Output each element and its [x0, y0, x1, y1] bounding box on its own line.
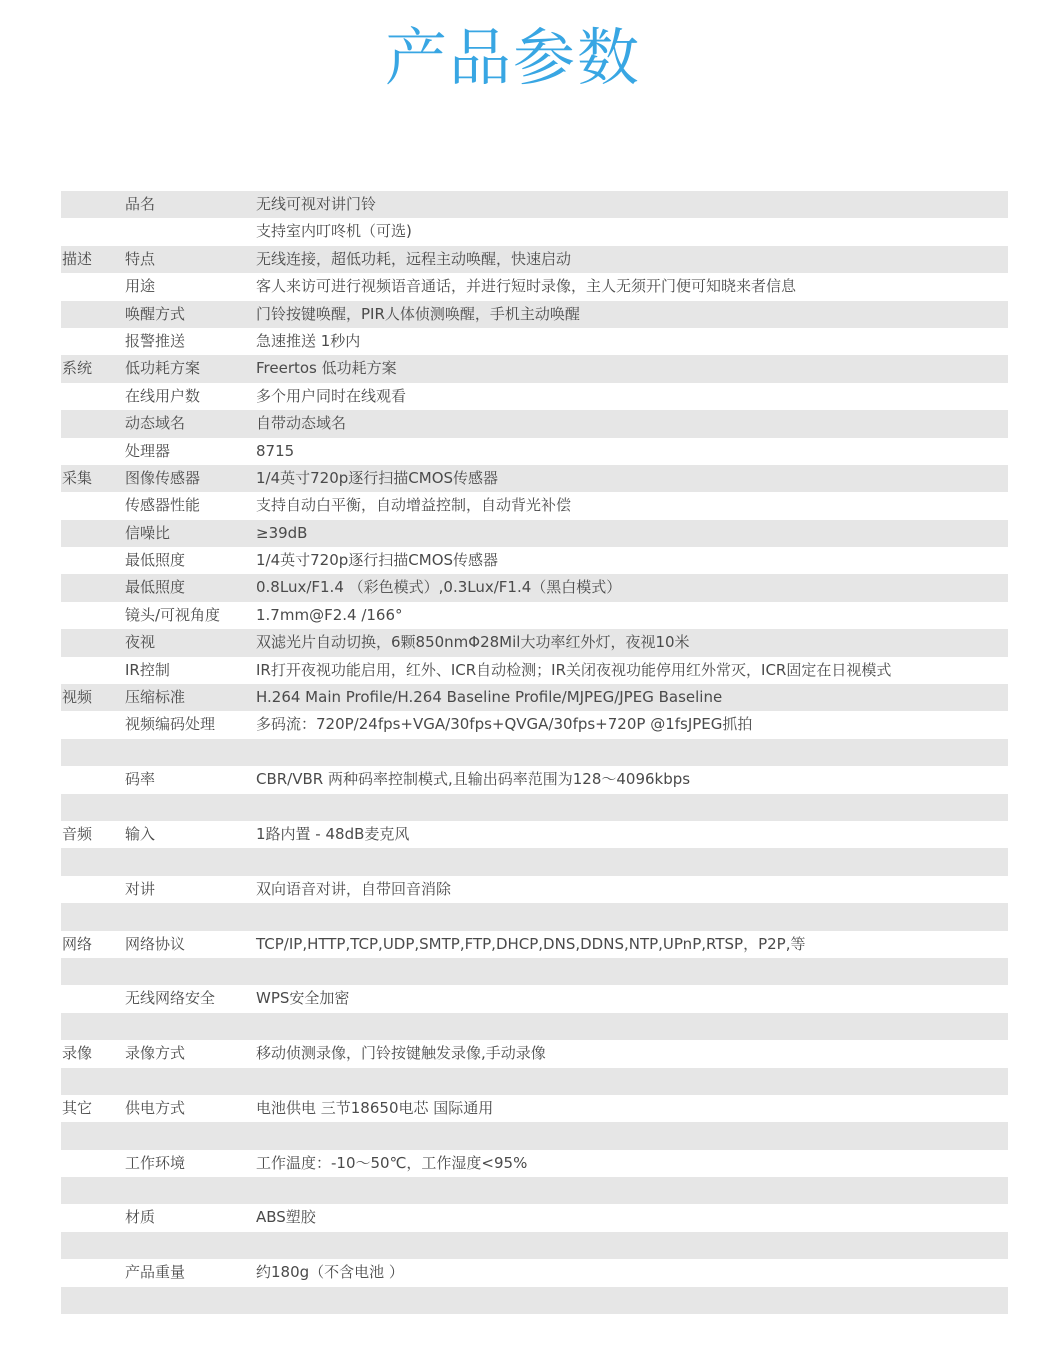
row-value: ABS塑胶 — [256, 1208, 316, 1227]
table-row — [61, 383, 1008, 410]
row-value: 移动侦测录像，门铃按键触发录像,手动录像 — [256, 1044, 546, 1063]
table-row — [61, 1122, 1008, 1149]
table-row — [61, 629, 1008, 656]
row-item: 处理器 — [125, 441, 171, 460]
row-item: 传感器性能 — [125, 496, 201, 515]
table-row — [61, 301, 1008, 328]
row-item: 报警推送 — [125, 331, 186, 350]
row-item: 信噪比 — [125, 523, 171, 542]
row-value: 双向语音对讲，自带回音消除 — [256, 879, 452, 898]
row-item: 供电方式 — [125, 1098, 186, 1117]
table-row — [61, 766, 1008, 793]
table-row — [61, 574, 1008, 601]
row-category: 采集 — [62, 468, 93, 487]
row-category: 录像 — [62, 1044, 93, 1063]
row-item: 在线用户数 — [125, 386, 201, 405]
row-value: 门铃按键唤醒，PIR人体侦测唤醒，手机主动唤醒 — [256, 304, 580, 323]
table-row — [61, 1204, 1008, 1231]
row-value: 支持自动白平衡，自动增益控制，自动背光补偿 — [256, 496, 572, 515]
row-value: H.264 Main Profile/H.264 Baseline Profile/MJPEG/JPEG Baseline — [256, 688, 723, 707]
row-item: 特点 — [125, 249, 156, 268]
table-row — [61, 1040, 1008, 1067]
row-category: 系统 — [62, 359, 93, 378]
row-value: 自带动态域名 — [256, 414, 347, 433]
row-value: 1/4英寸720p逐行扫描CMOS传感器 — [256, 468, 499, 487]
row-value: IR打开夜视功能启用，红外、ICR自动检测；IR关闭夜视功能停用红外常灭，ICR固定在日视模式 — [256, 660, 892, 679]
row-category: 音频 — [62, 824, 93, 843]
row-value: 约180g（不含电池 ） — [256, 1263, 404, 1282]
table-row — [61, 191, 1008, 218]
table-row — [61, 985, 1008, 1012]
table-row — [61, 821, 1008, 848]
row-item: 最低照度 — [125, 551, 186, 570]
row-item: 动态域名 — [125, 414, 186, 433]
row-item: 图像传感器 — [125, 468, 201, 487]
row-item: 品名 — [125, 195, 156, 213]
table-row — [61, 410, 1008, 437]
row-value: 工作温度：-10～50℃，工作湿度<95% — [256, 1153, 528, 1172]
table-row — [61, 711, 1008, 738]
row-value: 8715 — [256, 441, 295, 460]
row-item: 用途 — [125, 277, 156, 296]
row-item: 最低照度 — [125, 578, 186, 597]
table-row — [61, 1150, 1008, 1177]
row-item: 网络协议 — [125, 934, 186, 953]
row-value: 支持室内叮咚机（可选) — [256, 222, 412, 241]
row-value: WPS安全加密 — [256, 989, 350, 1008]
table-row — [61, 684, 1008, 711]
row-category: 视频 — [62, 688, 93, 707]
row-value: 电池供电 三节18650电芯 国际通用 — [256, 1098, 494, 1117]
table-row — [61, 1259, 1008, 1286]
row-value: 双滤光片自动切换，6颗850nmΦ28Mil大功率红外灯，夜视10米 — [256, 633, 690, 652]
page-title: 产品参数 — [384, 21, 641, 94]
table-row — [61, 355, 1008, 382]
table-row — [61, 657, 1008, 684]
row-value: 急速推送 1秒内 — [256, 331, 361, 350]
row-item: 对讲 — [125, 879, 156, 898]
row-item: 录像方式 — [125, 1044, 186, 1063]
row-category: 其它 — [62, 1098, 93, 1117]
table-row — [61, 1232, 1008, 1259]
row-value: 无线可视对讲门铃 — [256, 195, 377, 213]
row-value: 无线连接，超低功耗，远程主动唤醒，快速启动 — [256, 249, 572, 268]
table-row — [61, 520, 1008, 547]
table-row — [61, 903, 1008, 930]
table-row — [61, 739, 1008, 766]
row-value: CBR/VBR 两种码率控制模式,且输出码率范围为128～4096kbps — [256, 770, 691, 789]
spec-table — [61, 191, 1008, 1314]
row-value: 客人来访可进行视频语音通话，并进行短时录像，主人无须开门便可知晓来者信息 — [256, 277, 797, 296]
row-value: Freertos 低功耗方案 — [256, 359, 397, 378]
row-item: 工作环境 — [125, 1153, 186, 1172]
table-row — [61, 438, 1008, 465]
table-row — [61, 1177, 1008, 1204]
table-row — [61, 273, 1008, 300]
table-row — [61, 1287, 1008, 1314]
row-item: 夜视 — [125, 633, 156, 652]
row-value: 0.8Lux/F1.4 （彩色模式）,0.3Lux/F1.4（黑白模式） — [256, 578, 622, 597]
table-row — [61, 931, 1008, 958]
row-item: 压缩标准 — [125, 688, 186, 707]
row-item: 低功耗方案 — [125, 359, 201, 378]
table-row — [61, 246, 1008, 273]
table-row — [61, 1095, 1008, 1122]
row-item: IR控制 — [125, 660, 170, 679]
table-row — [61, 848, 1008, 875]
row-item: 输入 — [125, 824, 156, 843]
row-value: TCP/IP,HTTP,TCP,UDP,SMTP,FTP,DHCP,DNS,DDNS,NTP,UPnP,RTSP，P2P,等 — [256, 934, 806, 953]
row-value: 1/4英寸720p逐行扫描CMOS传感器 — [256, 551, 499, 570]
table-row — [61, 492, 1008, 519]
row-item: 镜头/可视角度 — [125, 605, 221, 624]
table-row — [61, 465, 1008, 492]
row-category: 描述 — [62, 249, 93, 268]
row-value: ≥39dB — [256, 523, 308, 542]
row-item: 码率 — [125, 770, 156, 789]
row-value: 多码流：720P/24fps+VGA/30fps+QVGA/30fps+720P @1fsJPEG抓拍 — [256, 715, 753, 734]
row-item: 材质 — [125, 1208, 156, 1227]
row-value: 1路内置 - 48dB麦克风 — [256, 824, 410, 843]
row-value: 多个用户同时在线观看 — [256, 386, 407, 405]
table-row — [61, 1068, 1008, 1095]
row-value: 1.7mm@F2.4 /166° — [256, 605, 403, 624]
row-item: 无线网络安全 — [125, 989, 216, 1008]
table-row — [61, 328, 1008, 355]
row-item: 唤醒方式 — [125, 304, 186, 323]
row-category: 网络 — [62, 934, 93, 953]
table-row — [61, 1013, 1008, 1040]
row-item: 产品重量 — [125, 1263, 186, 1282]
table-row — [61, 794, 1008, 821]
table-row — [61, 876, 1008, 903]
table-row — [61, 547, 1008, 574]
table-row — [61, 602, 1008, 629]
table-row — [61, 958, 1008, 985]
row-item: 视频编码处理 — [125, 715, 216, 734]
table-row — [61, 218, 1008, 245]
